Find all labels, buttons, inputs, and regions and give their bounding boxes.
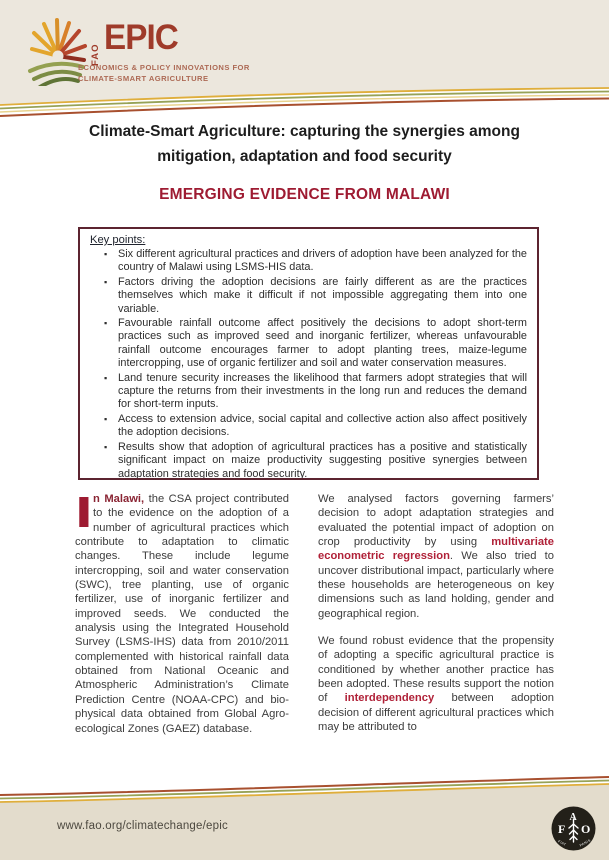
p1-pre: We analysed factors governing farmers’ decision to adopt adaptation strategies and evaluated the potential impact of adoption on crop productivity by using (318, 493, 554, 549)
p1-post: . We also tried to uncover distributional impact, particularly where these households are heterogeneous on key dimensions such as land holding, gender and geographical region. (318, 550, 554, 620)
key-point-item: ▪ Six different agricultural practices and drivers of adoption have been analyzed for the country of Malawi using LSMS-HIS data. (118, 248, 527, 275)
right-paragraph-2 (318, 634, 554, 734)
title-line-1: Climate-Smart Agriculture: capturing the synergies among (89, 123, 520, 140)
fao-motto-right: PANIS (578, 838, 592, 848)
page-subtitle: EMERGING EVIDENCE FROM MALAWI (159, 186, 450, 203)
key-points-box (78, 227, 539, 480)
page-title (40, 119, 569, 169)
key-point-item: ▪ Favourable rainfall outcome affect positively the decisions to adopt short-term practices such as improved seed and inorganic fertilizer, whereas unfavourable rainfall outcome encourages farmer to adopt planting trees, maize-legume intercropping, use of organic fertilizer and soil and water conservation measures. (118, 317, 527, 371)
right-paragraph-1 (318, 492, 554, 621)
fao-vertical-label: FAO (90, 43, 101, 66)
p2-highlight: interdependency (344, 692, 435, 705)
p1-highlight: multivariate econometric regression (318, 536, 554, 563)
p2-post: between adoption decision of different agricultural practices which may be attributed to (318, 692, 554, 734)
footer-band (0, 804, 609, 860)
top-stripes-divider (0, 86, 609, 118)
fao-logo-letter-o: O (581, 822, 591, 836)
left-paragraph-text: the CSA project contributed to the evidence on the adoption of a number of agricultural practices which contribute to adaptation to climatic changes. These include legume intercropping, soil and water conservation (SWC), tree planting, use of organic fertilizer, use of inorganic fertilizer and improved seeds. We conducted the analysis using the Integrated Household Survey (LSMS-IHS) data from 2010/2011 complemented with historical rainfall data obtained from National Oceanic and Atmospheric Administration’s Climate Prediction Centre (NOAA-CPC) and bio-physical data obtained from Global Agro-ecological Zones (GAEZ) database. (75, 493, 289, 735)
left-paragraph (75, 492, 289, 736)
epic-logo (26, 14, 296, 94)
key-point-item: ▪ Results show that adoption of agricultural practices has a positive and statistically significant impact on maize productivity suggesting positive synergies between adaptation strategies and food security. (118, 441, 527, 480)
fao-motto-left: FIAT (557, 839, 567, 847)
fao-logo-letter-f: F (558, 822, 566, 836)
drop-cap: I (75, 494, 93, 534)
tagline-line-1: ECONOMICS & POLICY INNOVATIONS FOR (78, 63, 250, 72)
fao-logo-letter-a: A (569, 812, 577, 823)
key-point-item: ▪ Land tenure security increases the likelihood that farmers adopt strategies that will capture the returns from their investments in the long run and reduces the demand for short-term inputs. (118, 372, 527, 412)
fao-logo-icon (550, 805, 597, 852)
p2-pre: We found robust evidence that the propensity of adopting a specific agricultural practice is conditioned by whether another practice has been adopted. These results support the notion of (318, 635, 554, 705)
key-point-item: ▪ Access to extension advice, social capital and collective action also affect positively the adoption decisions. (118, 413, 527, 440)
lead-bold-text: n Malawi, (93, 493, 145, 505)
epic-wordmark: EPIC (104, 18, 178, 57)
logo-tagline (78, 62, 288, 84)
article-left-column (75, 492, 289, 749)
article-right-column (318, 492, 554, 748)
footer-url-link[interactable]: www.fao.org/climatechange/epic (57, 820, 228, 832)
key-points-heading: Key points: (90, 234, 146, 246)
bottom-stripes-divider (0, 770, 609, 804)
tagline-line-2: CLIMATE-SMART AGRICULTURE (78, 74, 209, 83)
key-points-list (88, 248, 527, 480)
key-point-item: ▪ Factors driving the adoption decisions are fairly different as are the practices themselves which make it difficult if not impossible aggregating them into one variable. (118, 276, 527, 316)
title-line-2: mitigation, adaptation and food security (157, 148, 452, 165)
